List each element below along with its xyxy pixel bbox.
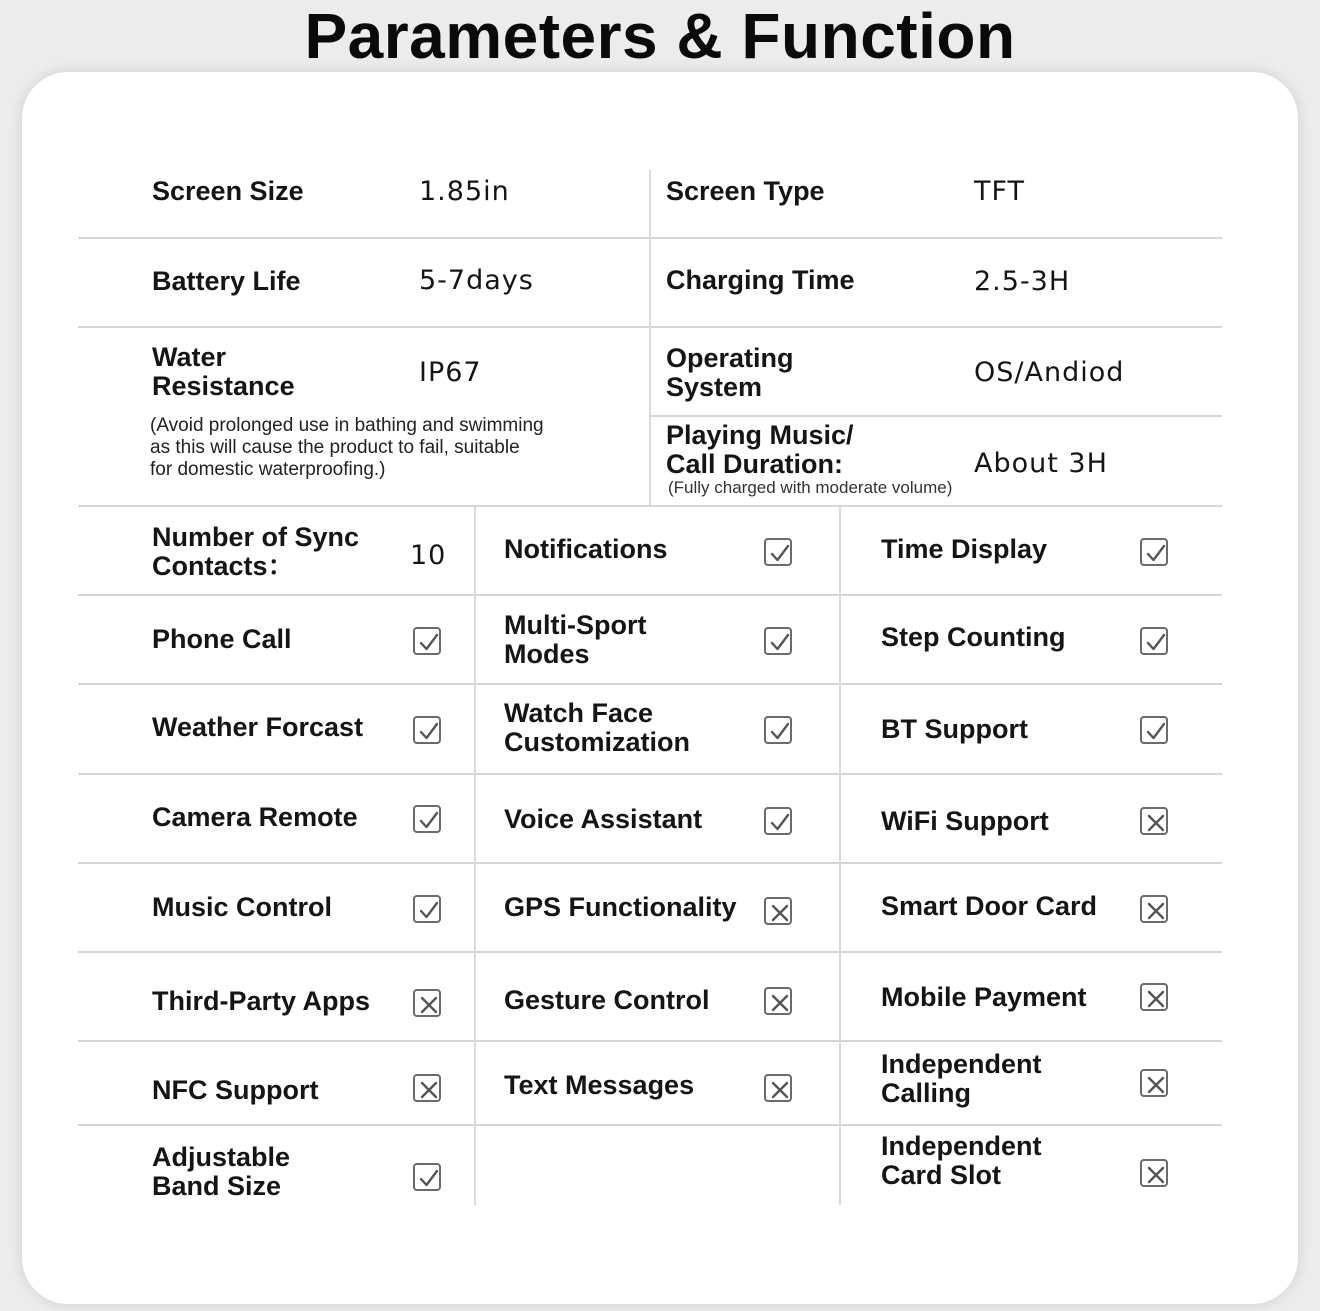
wifi-support-status-icon [1140,807,1168,835]
cross-icon [1144,1073,1168,1097]
charging-time-value: 2.5-3H [974,266,1071,297]
check-icon [768,811,792,835]
check-icon [1144,542,1168,566]
cross-icon [1144,987,1168,1011]
time-display-label: Time Display [881,534,1048,564]
bt-support-status-icon [1140,716,1168,744]
check-icon [768,631,792,655]
page-title: Parameters & Function [304,0,1016,72]
nfc-support-status-icon [413,1074,441,1102]
gps-status-icon [764,897,792,925]
smart-door-card-label: Smart Door Card [881,891,1098,921]
watch-face-status-icon [764,716,792,744]
nfc-support-label: NFC Support [152,1075,319,1105]
notifications-label: Notifications [504,534,668,564]
screen-type-label: Screen Type [666,176,825,206]
cross-icon [768,1078,792,1102]
adjustable-band-status-icon [413,1163,441,1191]
divider-vertical [474,505,476,1205]
voice-assistant-label: Voice Assistant [504,804,703,834]
check-icon [417,631,441,655]
divider [78,1040,1222,1042]
phone-call-status-icon [413,627,441,655]
divider [78,505,1222,507]
phone-call-label: Phone Call [152,624,292,654]
divider [78,862,1222,864]
check-icon [417,720,441,744]
check-icon [417,1167,441,1191]
charging-time-label: Charging Time [666,265,855,295]
check-icon [1144,720,1168,744]
spec-card [22,72,1298,1304]
independent-calling-status-icon [1140,1069,1168,1097]
camera-remote-label: Camera Remote [152,802,358,832]
cross-icon [1144,899,1168,923]
sync-contacts-value: 10 [410,540,447,571]
gesture-control-label: Gesture Control [504,985,710,1015]
cross-icon [768,901,792,925]
cross-icon [1144,1163,1168,1187]
third-party-apps-label: Third-Party Apps [152,986,371,1016]
check-icon [417,809,441,833]
weather-status-icon [413,716,441,744]
bt-support-label: BT Support [881,714,1028,744]
divider [78,951,1222,953]
third-party-apps-status-icon [413,989,441,1017]
smart-door-card-status-icon [1140,895,1168,923]
gesture-control-status-icon [764,987,792,1015]
operating-system-value: OS/Andiod [974,357,1125,388]
independent-card-slot-label: Independent Card Slot [881,1131,1042,1190]
check-icon [768,542,792,566]
independent-card-slot-status-icon [1140,1159,1168,1187]
music-duration-label: Playing Music/ Call Duration: [666,420,854,479]
music-duration-value: About 3H [974,448,1108,479]
divider [650,415,1222,417]
screen-type-value: TFT [974,176,1026,207]
watch-face-label: Watch Face Customization [504,698,690,757]
water-resistance-label: Water Resistance [152,342,295,401]
weather-label: Weather Forcast [152,712,364,742]
divider [78,594,1222,596]
multi-sport-status-icon [764,627,792,655]
adjustable-band-label: Adjustable Band Size [152,1142,291,1201]
music-control-status-icon [413,895,441,923]
divider [78,683,1222,685]
divider [78,773,1222,775]
gps-label: GPS Functionality [504,892,737,922]
screen-size-value: 1.85in [419,176,510,207]
water-resistance-value: IP67 [419,357,482,388]
cross-icon [1144,811,1168,835]
mobile-payment-label: Mobile Payment [881,982,1087,1012]
music-duration-note: (Fully charged with moderate volume) [668,478,953,497]
divider [78,1124,1222,1126]
check-icon [768,720,792,744]
cross-icon [768,991,792,1015]
text-messages-label: Text Messages [504,1070,695,1100]
multi-sport-label: Multi-Sport Modes [504,610,647,669]
cross-icon [417,993,441,1017]
mobile-payment-status-icon [1140,983,1168,1011]
text-messages-status-icon [764,1074,792,1102]
water-resistance-note: (Avoid prolonged use in bathing and swimming as this will cause the product to fail, suitable for domestic waterproofing.) [150,415,544,480]
check-icon [417,899,441,923]
music-control-label: Music Control [152,892,332,922]
camera-remote-status-icon [413,805,441,833]
step-counting-label: Step Counting [881,622,1066,652]
battery-life-label: Battery Life [152,266,301,296]
check-icon [1144,631,1168,655]
notifications-status-icon [764,538,792,566]
time-display-status-icon [1140,538,1168,566]
divider-vertical [649,170,651,505]
sync-contacts-label: Number of Sync Contacts： [152,522,360,581]
divider-vertical [839,505,841,1205]
voice-assistant-status-icon [764,807,792,835]
operating-system-label: Operating System [666,343,794,402]
step-counting-status-icon [1140,627,1168,655]
screen-size-label: Screen Size [152,176,304,206]
cross-icon [417,1078,441,1102]
wifi-support-label: WiFi Support [881,806,1049,836]
battery-life-value: 5-7days [419,265,534,296]
independent-calling-label: Independent Calling [881,1049,1042,1108]
